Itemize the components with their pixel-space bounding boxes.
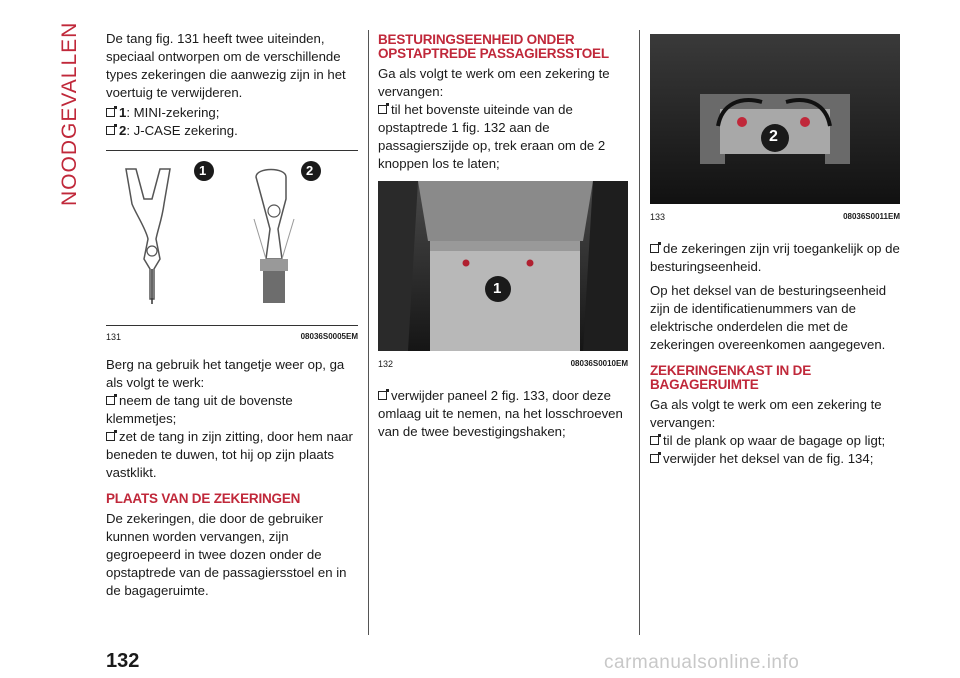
paragraph: De zekeringen, die door de gebruiker kunnen worden vervangen, zijn gegroepeerd in twee dozen onder de opstaptrede van de passagiersstoel en in de bagageruimte. [106, 511, 347, 598]
column-2 [378, 30, 628, 441]
column-divider [639, 30, 640, 635]
list-item: neem de tang uit de bovenste klemmetjes; [106, 393, 293, 426]
checkbox-bullet-icon [650, 436, 659, 445]
paragraph: Op het deksel van de besturingseenheid zijn de identificatienummers van de elektrische onderdelen die met de zekeringen overeenkomen aangegeven. [650, 283, 887, 352]
section-tab [58, 21, 81, 206]
page-number: 132 [106, 650, 140, 672]
list-item: verwijder het deksel van de fig. 134; [650, 450, 900, 468]
checkbox-bullet-icon [106, 396, 115, 405]
section-heading: ZEKERINGENKAST IN DE BAGAGERUIMTE [650, 363, 812, 392]
checkbox-bullet-icon [378, 105, 387, 114]
fuse-cover-photo [650, 34, 900, 204]
figure-caption: 132 08036S0010EM [378, 359, 628, 369]
callout-1: 1 [493, 280, 502, 297]
paragraph: Ga als volgt te werk om een zekering te vervangen: [650, 397, 882, 430]
checkbox-bullet-icon [106, 432, 115, 441]
list-item: til de plank op waar de bagage op ligt; [650, 432, 900, 450]
column-1 [106, 30, 358, 606]
figure-133 [650, 34, 900, 204]
step-panel-photo [378, 181, 628, 351]
checkbox-bullet-icon [650, 454, 659, 463]
list-item: zet de tang in zijn zitting, door hem naar beneden te duwen, tot hij op zijn plaats vastklikt. [106, 429, 353, 480]
list-item: de zekeringen zijn vrij toegankelijk op de besturingseenheid. [650, 241, 900, 274]
callout-2: 2 [306, 163, 314, 178]
fuse-puller-illustration [106, 159, 358, 321]
intro-paragraph: De tang fig. 131 heeft twee uiteinden, speciaal ontworpen om de verschillende types zekeringen die aanwezig zijn in het voertuig te verwijderen. [106, 31, 346, 100]
checkbox-bullet-icon [650, 244, 659, 253]
checkbox-bullet-icon [106, 108, 115, 117]
figure-caption: 131 08036S0005EM [106, 332, 358, 342]
callout-1: 1 [199, 163, 207, 178]
figure-131 [106, 159, 358, 321]
paragraph: Berg na gebruik het tangetje weer op, ga als volgt te werk: [106, 357, 345, 390]
figure-caption: 133 08036S0011EM [650, 212, 900, 222]
section-tab-label: NOODGEVALLEN [58, 21, 81, 206]
list-item: verwijder paneel 2 fig. 133, door deze omlaag uit te nemen, na het losschroeven van de twee bevestigingshaken; [378, 388, 623, 439]
list-item: til het bovenste uiteinde van de opstaptrede 1 fig. 132 aan de passagierszijde op, trek eraan om de 2 knoppen los te laten; [378, 102, 606, 171]
column-3 [650, 34, 900, 468]
column-divider [368, 30, 369, 635]
watermark: carmanualsonline.info [604, 652, 800, 673]
list-item: 1: MINI-zekering; [106, 104, 358, 122]
list-item: 2: J-CASE zekering. [106, 122, 358, 140]
paragraph: Ga als volgt te werk om een zekering te vervangen: [378, 66, 610, 99]
figure-132 [378, 181, 628, 351]
callout-2: 2 [769, 128, 778, 145]
section-heading: PLAATS VAN DE ZEKERINGEN [106, 491, 301, 506]
checkbox-bullet-icon [106, 126, 115, 135]
checkbox-bullet-icon [378, 391, 387, 400]
section-heading: BESTURINGSEENHEID ONDER OPSTAPTREDE PASSAGIERSSTOEL [378, 32, 609, 61]
